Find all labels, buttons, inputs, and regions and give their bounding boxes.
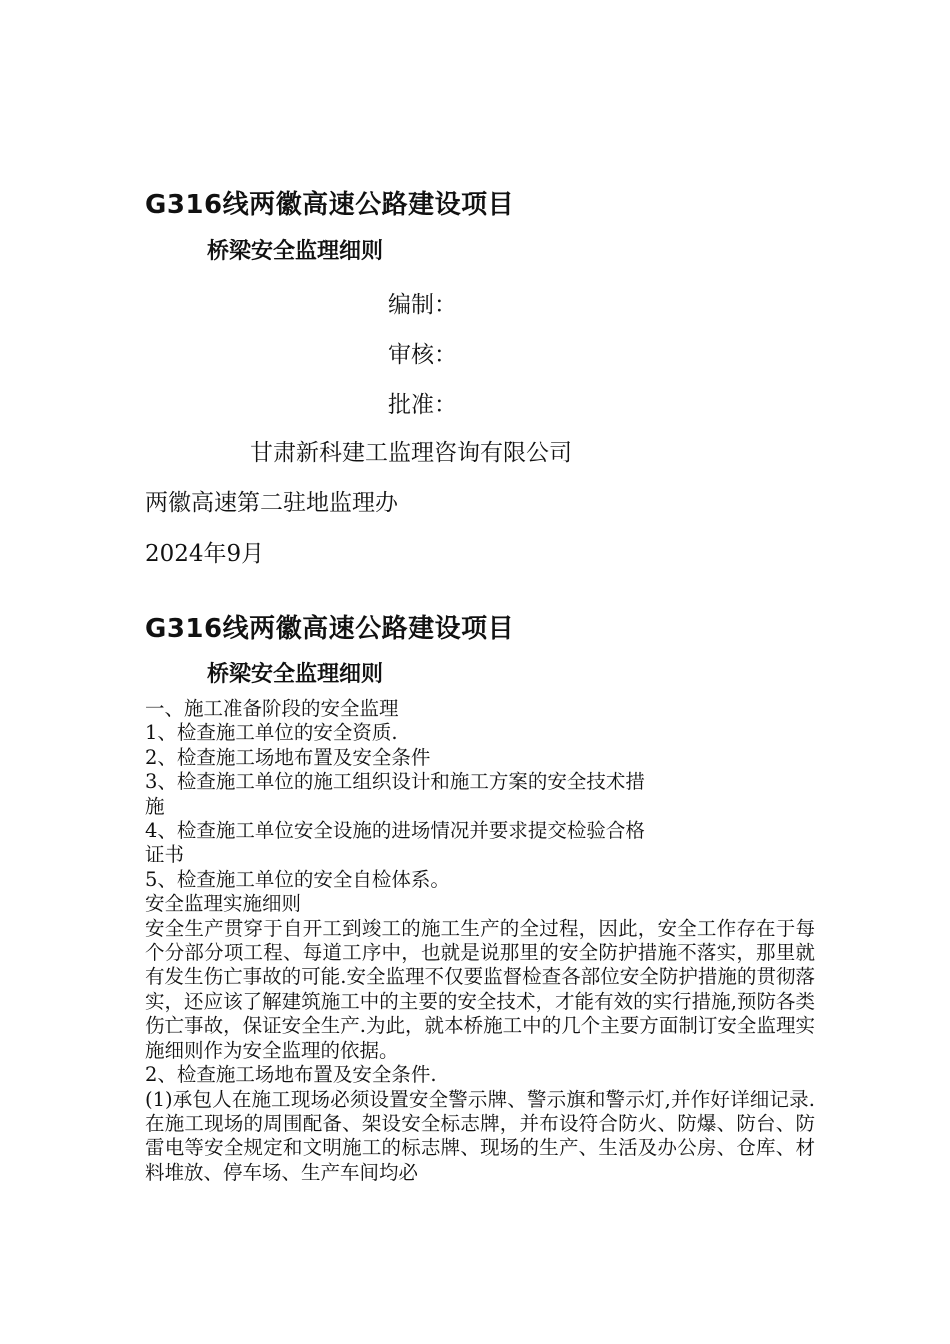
approved-by-label: 批准： <box>388 392 457 418</box>
list-item: 3、检查施工单位的施工组织设计和施工方案的安全技术措 <box>145 770 645 794</box>
body-text <box>145 697 815 1185</box>
item-heading: 2、检查施工场地布置及安全条件. <box>145 1063 437 1087</box>
company-name: 甘肃新科建工监理咨询有限公司 <box>250 440 572 466</box>
list-item-continuation: 证书 <box>145 843 185 867</box>
body-paragraph: 安全生产贯穿于自开工到竣工的施工生产的全过程，因此，安全工作存在于每个分部分项工程、每道工序中，也就是说那里的安全防护措施不落实，那里就有发生伤亡事故的可能.安全监理不仅要监督检查各部位安全防护措施的贯彻落实，还应该了解建筑施工中的主要的安全技术，才能有效的实行措施,预防各类伤亡事故，保证安全生产.为此，就本桥施工中的几个主要方面制订安全监理实施细则作为安全监理的依据。 <box>145 916 815 1062</box>
list-item: 5、检查施工单位的安全自检体系。 <box>145 867 450 891</box>
body-doc-title: 桥梁安全监理细则 <box>207 662 384 687</box>
section-heading: 安全监理实施细则 <box>145 892 302 916</box>
office-name: 两徽高速第二驻地监理办 <box>145 490 398 516</box>
compiled-by-label: 编制： <box>388 292 457 318</box>
body-project-title: G316线两徽高速公路建设项目 <box>145 614 515 644</box>
list-item: 1、检查施工单位的安全资质. <box>145 721 398 745</box>
document-date: 2024年9月 <box>145 541 265 567</box>
body-paragraph: (1)承包人在施工现场必须设置安全警示牌、警示旗和警示灯,并作好详细记录.在施工现场的周围配备、架设安全标志牌，并布设符合防火、防爆、防台、防雷电等安全规定和文明施工的标志牌、现场的生产、生活及办公房、仓库、材料堆放、停车场、生产车间均必 <box>145 1087 815 1184</box>
cover-doc-title: 桥梁安全监理细则 <box>207 239 384 264</box>
list-item: 4、检查施工单位安全设施的进场情况并要求提交检验合格 <box>145 819 645 843</box>
list-item: 2、检查施工场地布置及安全条件 <box>145 745 431 769</box>
list-item-continuation: 施 <box>145 794 165 818</box>
reviewed-by-label: 审核： <box>388 342 457 368</box>
cover-project-title: G316线两徽高速公路建设项目 <box>145 190 515 220</box>
section-heading: 一、施工准备阶段的安全监理 <box>145 697 399 720</box>
